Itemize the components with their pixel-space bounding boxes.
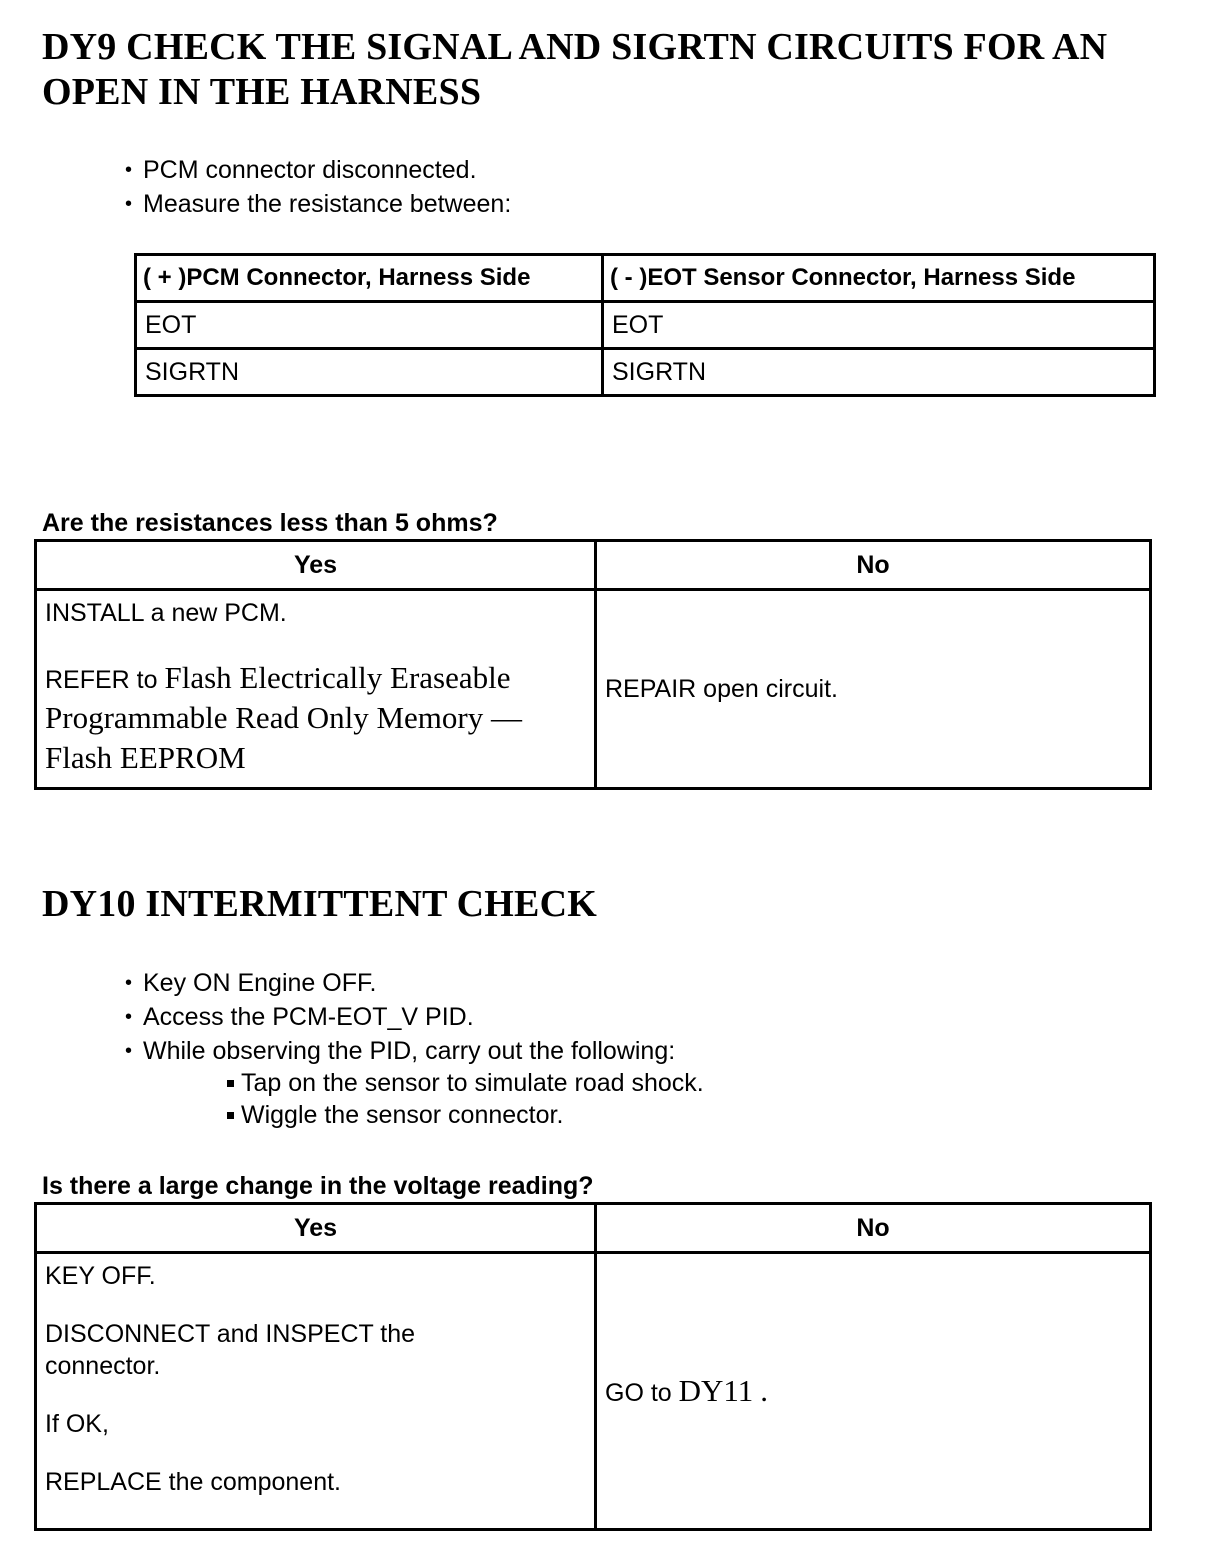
dy10-substep: Tap on the sensor to simulate road shock. — [225, 1067, 704, 1099]
yes-header: Yes — [36, 1204, 596, 1253]
no-header: No — [596, 541, 1151, 590]
no-cell — [596, 590, 1151, 789]
dy10-substep: Wiggle the sensor connector. — [225, 1099, 704, 1131]
dy10-step: • While observing the PID, carry out the following: — [125, 1034, 675, 1068]
no-action: REPAIR open circuit. — [605, 674, 838, 703]
yes-line: If OK, — [45, 1410, 109, 1438]
no-header: No — [596, 1204, 1151, 1253]
measurement-table — [134, 253, 1156, 397]
dy10-steps — [125, 966, 675, 1068]
eeprom-link[interactable]: Flash Electrically Eraseable — [164, 660, 511, 695]
eeprom-link[interactable]: Flash EEPROM — [45, 740, 246, 775]
table-header-row — [36, 1204, 1151, 1253]
no-cell — [596, 1253, 1151, 1530]
table-cell: EOT — [603, 302, 1155, 349]
dy9-title-line1: DY9 CHECK THE SIGNAL AND SIGRTN CIRCUITS FOR AN — [42, 26, 1108, 68]
table-row — [36, 590, 1151, 789]
dy9-question: Are the resistances less than 5 ohms? — [42, 509, 498, 537]
dy10-title: DY10 INTERMITTENT CHECK — [42, 883, 597, 925]
yes-line: REPLACE the component. — [45, 1468, 341, 1496]
table-header-row — [136, 255, 1155, 302]
dy9-step: • Measure the resistance between: — [125, 187, 511, 221]
no-suffix: . — [760, 1373, 768, 1408]
yes-header: Yes — [36, 541, 596, 590]
dy10-step: • Access the PCM-EOT_V PID. — [125, 1000, 675, 1034]
dy9-decision-table — [34, 539, 1152, 790]
table-row — [36, 1253, 1151, 1530]
table-header: ( + )PCM Connector, Harness Side — [136, 255, 603, 302]
dy10-decision-table — [34, 1202, 1152, 1531]
yes-cell — [36, 1253, 596, 1530]
table-header: ( - )EOT Sensor Connector, Harness Side — [603, 255, 1155, 302]
table-row — [136, 349, 1155, 396]
yes-line: DISCONNECT and INSPECT the — [45, 1320, 416, 1348]
table-cell: EOT — [136, 302, 603, 349]
yes-line: KEY OFF. — [45, 1262, 156, 1290]
dy9-step: • PCM connector disconnected. — [125, 153, 511, 187]
dy10-step: • Key ON Engine OFF. — [125, 966, 675, 1000]
dy10-question: Is there a large change in the voltage reading? — [42, 1172, 594, 1200]
dy11-link[interactable]: DY11 — [678, 1373, 754, 1408]
dy10-substeps — [225, 1067, 704, 1131]
yes-cell — [36, 590, 596, 789]
table-row — [136, 302, 1155, 349]
table-header-row — [36, 541, 1151, 590]
refer-prefix: REFER to — [45, 666, 158, 694]
dy9-steps — [125, 153, 511, 221]
no-prefix: GO to — [605, 1379, 672, 1407]
yes-line: connector. — [45, 1352, 161, 1380]
table-cell: SIGRTN — [603, 349, 1155, 396]
yes-refer — [45, 659, 586, 779]
yes-action: INSTALL a new PCM. — [45, 599, 287, 627]
dy9-title-line2: OPEN IN THE HARNESS — [42, 71, 482, 113]
dy9-title — [42, 25, 1107, 115]
eeprom-link[interactable]: Programmable Read Only Memory — — [45, 700, 522, 735]
table-cell: SIGRTN — [136, 349, 603, 396]
